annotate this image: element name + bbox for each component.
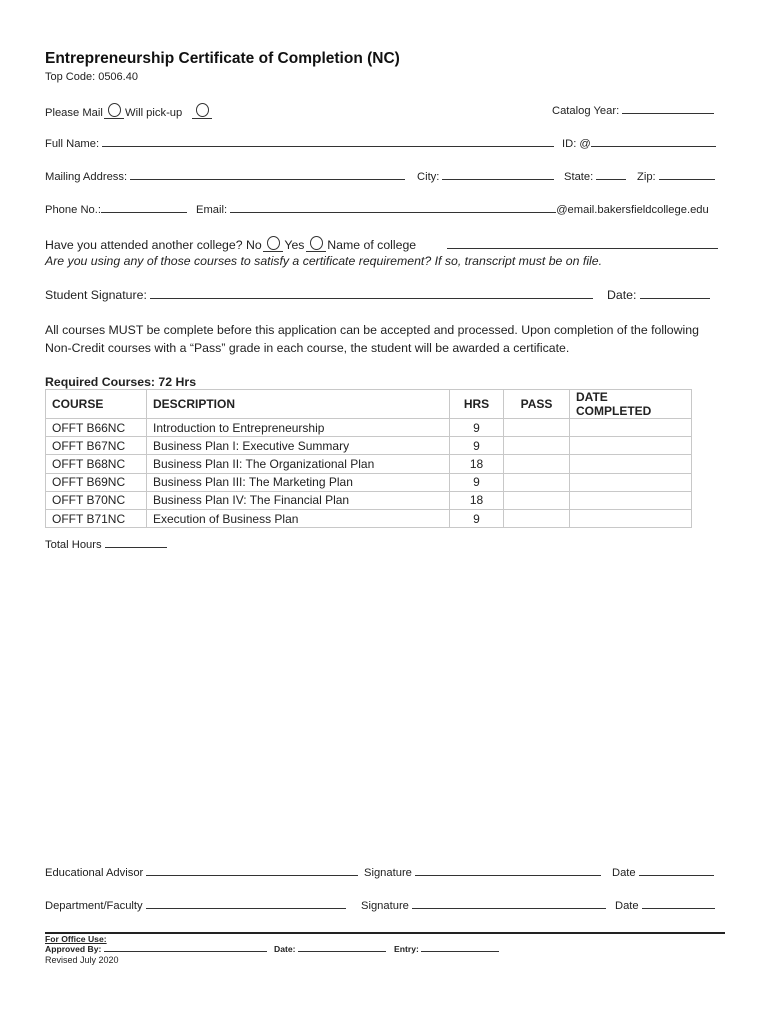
email-label: Email: bbox=[196, 204, 228, 216]
radio-underline bbox=[263, 251, 283, 252]
full-name-field[interactable] bbox=[45, 136, 554, 150]
student-signature-field[interactable] bbox=[45, 288, 593, 302]
will-pickup-radio[interactable] bbox=[195, 103, 209, 119]
course-hrs: 9 bbox=[450, 437, 504, 455]
yes-label: Yes bbox=[284, 238, 305, 252]
email-field[interactable] bbox=[196, 202, 709, 216]
course-description: Business Plan II: The Organizational Plan bbox=[147, 455, 450, 473]
please-mail-radio[interactable] bbox=[107, 103, 121, 119]
table-row bbox=[46, 455, 692, 473]
pass-cell[interactable] bbox=[504, 473, 570, 491]
date-completed-cell[interactable] bbox=[570, 437, 692, 455]
no-radio[interactable] bbox=[266, 236, 280, 252]
office-date-field[interactable] bbox=[274, 944, 386, 954]
col-pass: PASS bbox=[504, 390, 570, 419]
course-hrs: 9 bbox=[450, 419, 504, 437]
radio-circle-icon bbox=[196, 103, 209, 117]
id-field[interactable] bbox=[562, 136, 716, 150]
course-description: Introduction to Entrepreneurship bbox=[147, 419, 450, 437]
table-header-row bbox=[46, 390, 692, 419]
email-line[interactable] bbox=[230, 202, 556, 213]
course-code: OFFT B71NC bbox=[46, 509, 147, 527]
advisor-signature-field[interactable] bbox=[364, 865, 601, 879]
office-entry-field[interactable] bbox=[394, 944, 499, 954]
col-description: DESCRIPTION bbox=[147, 390, 450, 419]
page-title: Entrepreneurship Certificate of Completion (NC) bbox=[45, 50, 400, 67]
educational-advisor-line[interactable] bbox=[146, 865, 358, 876]
course-hrs: 18 bbox=[450, 455, 504, 473]
date-completed-cell[interactable] bbox=[570, 419, 692, 437]
table-row bbox=[46, 509, 692, 527]
radio-underline bbox=[104, 118, 124, 119]
catalog-year-label: Catalog Year: bbox=[552, 105, 620, 117]
date-completed-cell[interactable] bbox=[570, 473, 692, 491]
state-label: State: bbox=[564, 171, 594, 183]
date-completed-cell[interactable] bbox=[570, 509, 692, 527]
city-field[interactable] bbox=[417, 169, 554, 183]
table-row bbox=[46, 419, 692, 437]
radio-underline bbox=[306, 251, 326, 252]
radio-circle-icon bbox=[267, 236, 280, 250]
office-entry-label: Entry: bbox=[394, 944, 419, 954]
course-code: OFFT B66NC bbox=[46, 419, 147, 437]
student-date-label: Date: bbox=[607, 288, 637, 302]
pass-cell[interactable] bbox=[504, 437, 570, 455]
office-date-label: Date: bbox=[274, 944, 296, 954]
educational-advisor-label: Educational Advisor bbox=[45, 867, 144, 879]
mailing-address-line[interactable] bbox=[130, 169, 405, 180]
total-hours-field[interactable] bbox=[45, 537, 167, 551]
table-row bbox=[46, 491, 692, 509]
city-line[interactable] bbox=[442, 169, 554, 180]
total-hours-line[interactable] bbox=[105, 537, 167, 548]
delivery-row bbox=[45, 103, 210, 119]
radio-underline bbox=[192, 118, 212, 119]
zip-line[interactable] bbox=[659, 169, 715, 180]
department-date-field[interactable] bbox=[615, 898, 715, 912]
course-description: Business Plan III: The Marketing Plan bbox=[147, 473, 450, 491]
advisor-date-field[interactable] bbox=[612, 865, 714, 879]
educational-advisor-field[interactable] bbox=[45, 865, 358, 879]
table-row bbox=[46, 473, 692, 491]
phone-line[interactable] bbox=[101, 202, 187, 213]
pass-cell[interactable] bbox=[504, 491, 570, 509]
course-description: Execution of Business Plan bbox=[147, 509, 450, 527]
phone-field[interactable] bbox=[45, 202, 187, 216]
name-of-college-line[interactable] bbox=[447, 238, 718, 249]
advisor-signature-label: Signature bbox=[364, 867, 412, 879]
approved-by-line[interactable] bbox=[104, 944, 267, 952]
course-description: Business Plan I: Executive Summary bbox=[147, 437, 450, 455]
notice-line-2: Non-Credit courses with a “Pass” grade in each course, the student will be awarded a certificate. bbox=[45, 341, 570, 355]
radio-circle-icon bbox=[310, 236, 323, 250]
state-field[interactable] bbox=[564, 169, 626, 183]
name-of-college-field[interactable] bbox=[447, 236, 718, 254]
course-code: OFFT B67NC bbox=[46, 437, 147, 455]
course-code: OFFT B69NC bbox=[46, 473, 147, 491]
col-hrs: HRS bbox=[450, 390, 504, 419]
department-faculty-line[interactable] bbox=[146, 898, 346, 909]
notice-line-1: All courses MUST be complete before this application can be accepted and processed. Upon completion of the following bbox=[45, 323, 699, 337]
city-label: City: bbox=[417, 171, 440, 183]
mailing-address-field[interactable] bbox=[45, 169, 405, 183]
zip-label: Zip: bbox=[637, 171, 656, 183]
course-hrs: 18 bbox=[450, 491, 504, 509]
advisor-date-line[interactable] bbox=[639, 865, 714, 876]
student-date-field[interactable] bbox=[607, 288, 710, 302]
id-label: ID: @ bbox=[562, 138, 591, 150]
will-pickup-label: Will pick-up bbox=[125, 107, 183, 119]
approved-by-label: Approved By: bbox=[45, 944, 102, 954]
pass-cell[interactable] bbox=[504, 455, 570, 473]
courses-table bbox=[45, 389, 692, 528]
top-code: Top Code: 0506.40 bbox=[45, 71, 138, 83]
department-signature-label: Signature bbox=[361, 900, 409, 912]
catalog-year-line[interactable] bbox=[622, 103, 714, 114]
attended-row bbox=[45, 236, 416, 252]
for-office-use-label: For Office Use: bbox=[45, 934, 107, 944]
col-date-completed: DATE COMPLETED bbox=[570, 390, 692, 419]
office-divider bbox=[45, 932, 725, 934]
courses-question: Are you using any of those courses to satisfy a certificate requirement? If so, transcript must be on file. bbox=[45, 254, 603, 268]
phone-label: Phone No.: bbox=[45, 204, 101, 216]
department-faculty-label: Department/Faculty bbox=[45, 900, 143, 912]
approved-by-field[interactable] bbox=[45, 944, 267, 954]
radio-circle-icon bbox=[108, 103, 121, 117]
required-courses-heading: Required Courses: 72 Hrs bbox=[45, 375, 197, 389]
catalog-year-field[interactable] bbox=[552, 103, 714, 117]
course-hrs: 9 bbox=[450, 509, 504, 527]
table-row bbox=[46, 437, 692, 455]
course-description: Business Plan IV: The Financial Plan bbox=[147, 491, 450, 509]
advisor-date-label: Date bbox=[612, 867, 636, 879]
student-date-line[interactable] bbox=[640, 288, 710, 299]
name-of-college-label: Name of college bbox=[327, 238, 417, 252]
email-domain: @email.bakersfieldcollege.edu bbox=[556, 204, 709, 216]
col-course: COURSE bbox=[46, 390, 147, 419]
date-completed-cell[interactable] bbox=[570, 455, 692, 473]
no-label: No bbox=[246, 238, 262, 252]
zip-field[interactable] bbox=[637, 169, 715, 183]
full-name-label: Full Name: bbox=[45, 138, 100, 150]
yes-radio[interactable] bbox=[309, 236, 323, 252]
pass-cell[interactable] bbox=[504, 419, 570, 437]
department-date-line[interactable] bbox=[642, 898, 715, 909]
attended-question: Have you attended another college? bbox=[45, 238, 243, 252]
student-signature-line[interactable] bbox=[150, 288, 593, 299]
department-signature-field[interactable] bbox=[361, 898, 606, 912]
total-hours-label: Total Hours bbox=[45, 539, 102, 551]
department-date-label: Date bbox=[615, 900, 639, 912]
office-entry-line[interactable] bbox=[421, 944, 499, 952]
please-mail-label: Please Mail bbox=[45, 107, 103, 119]
course-hrs: 9 bbox=[450, 473, 504, 491]
date-completed-cell[interactable] bbox=[570, 491, 692, 509]
revised-date: Revised July 2020 bbox=[45, 955, 119, 965]
department-signature-line[interactable] bbox=[412, 898, 606, 909]
student-signature-label: Student Signature: bbox=[45, 288, 147, 302]
id-line[interactable] bbox=[591, 136, 716, 147]
mailing-address-label: Mailing Address: bbox=[45, 171, 128, 183]
pass-cell[interactable] bbox=[504, 509, 570, 527]
course-code: OFFT B70NC bbox=[46, 491, 147, 509]
advisor-signature-line[interactable] bbox=[415, 865, 601, 876]
state-line[interactable] bbox=[596, 169, 626, 180]
full-name-line[interactable] bbox=[102, 136, 554, 147]
office-date-line[interactable] bbox=[298, 944, 386, 952]
course-code: OFFT B68NC bbox=[46, 455, 147, 473]
department-faculty-field[interactable] bbox=[45, 898, 346, 912]
